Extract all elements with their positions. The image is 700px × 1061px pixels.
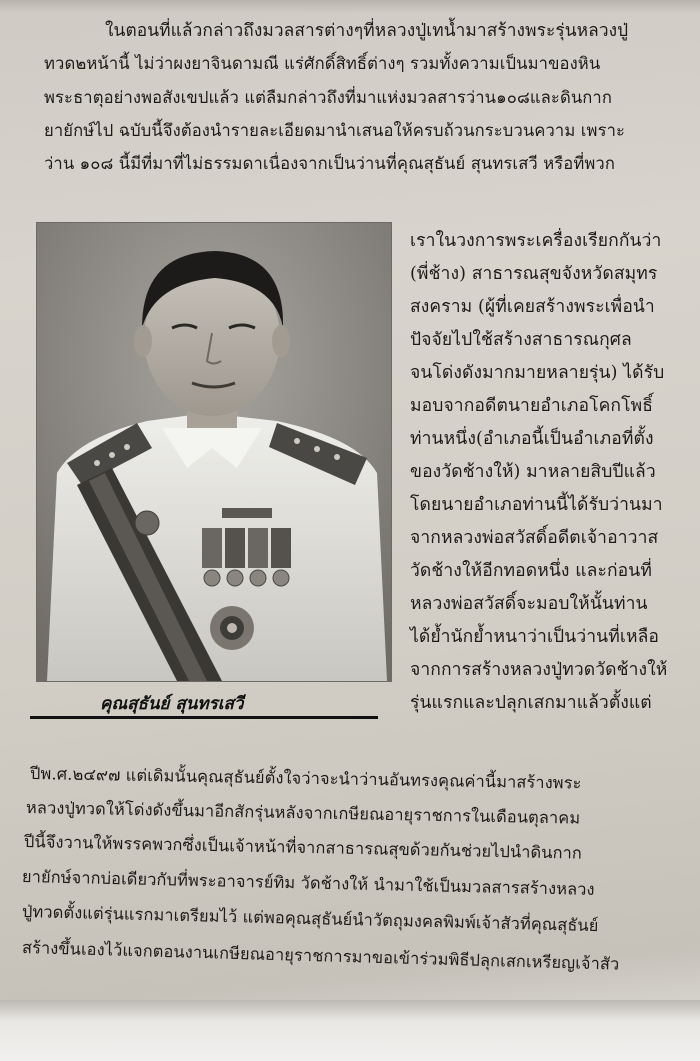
page-bottom-edge [0,1000,700,1061]
text-line: ปีพ.ศ.๒๔๙๗ แต่เดิมนั้นคุณสุธันย์ตั้งใจว่าจะนำว่านอันทรงคุณค่านี้มาสร้างพระ [29,764,582,793]
text-line: ทวด๒หน้านี้ ไม่ว่าผงยาจินดามณี แร่ศักดิ์สิทธิ์ต่างๆ รวมทั้งความเป็นมาของหิน [44,54,601,73]
text-line: รุ่นแรกและปลุกเสกมาแล้วตั้งแต่ [410,693,652,713]
portrait-illustration [37,223,391,681]
text-line: ปีนี้จึงวานให้พรรคพวกซึ่งเป็นเจ้าหน้าที่จากสาธารณสุขด้วยกันช่วยไปนำดินกาก [23,832,583,863]
text-line: สร้างขึ้นเองไว้แจกตอนงานเกษียณอายุราชการมาขอเข้าร่วมพิธีปลุกเสกเหรียญเจ้าสัว [21,938,620,974]
text-line: ปัจจัยไปใช้สร้างสาธารณกุศล [410,330,632,350]
text-line: วัดช้างให้อีกทอดหนึ่ง และก่อนที่ [410,561,652,581]
text-line: ว่าน ๑๐๘ นี้มีที่มาที่ไม่ธรรมดาเนื่องจากเป็นว่านที่คุณสุธันย์ สุนทรเสวี หรือที่พวก [44,154,615,173]
text-line: เราในวงการพระเครื่องเรียกกันว่า [410,231,662,251]
portrait-photo [36,222,392,682]
page-top-edge [0,0,700,12]
text-line: ของวัดช้างให้) มาหลายสิบปีแล้ว [410,462,656,482]
text-line: โดยนายอำเภอท่านนี้ได้รับว่านมา [410,495,663,515]
photo-caption: คุณสุธันย์ สุนทรเสวี [100,694,244,714]
caption-underline [30,716,378,719]
text-line: ยายักษ์ไป ฉบับนี้จึงต้องนำรายละเอียดมานำเสนอให้ครบถ้วนกระบวนความ เพราะ [44,121,626,140]
text-line: ได้ย้ำนักย้ำหนาว่าเป็นว่านที่เหลือ [410,627,660,647]
text-line: หลวงพ่อสวัสดิ์จะมอบให้นั้นท่าน [410,594,648,614]
text-line: จากการสร้างหลวงปู่ทวดวัดช้างให้ [410,660,668,680]
text-line: จนโด่งดังมากมายหลายรุ่น) ได้รับ [410,363,665,383]
text-line: ท่านหนึ่ง(อำเภอนี้เป็นอำเภอที่ตั้ง [410,429,654,449]
text-line: จากหลวงพ่อสวัสดิ์อดีตเจ้าอาวาส [410,528,659,548]
text-line: มอบจากอดีตนายอำเภอโคกโพธิ์ [410,396,653,416]
text-line: ปู่ทวดตั้งแต่รุ่นแรกมาเตรียมไว้ แต่พอคุณสุธันย์นำวัตถุมงคลพิมพ์เจ้าสัวที่คุณสุธันย์ [21,902,599,936]
text-line: หลวงปู่ทวดให้โด่งดังขึ้นมาอีกสักรุ่นหลังจากเกษียณอายุราชการในเดือนตุลาคม [25,798,581,828]
text-line: ยายักษ์จากบ่อเดียวกับที่พระอาจารย์ทิม วัดช้างให้ นำมาใช้เป็นมวลสารสร้างหลวง [21,867,595,899]
text-line: ในตอนที่แล้วกล่าวถึงมวลสารต่างๆที่หลวงปู่เทน้ำมาสร้างพระรุ่นหลวงปู่ [105,21,629,41]
text-line: พระธาตุอย่างพอสังเขปแล้ว แต่ลืมกล่าวถึงที่มาแห่งมวลสารว่าน๑๐๘และดินกาก [44,88,612,107]
text-line: สงคราม (ผู้ที่เคยสร้างพระเพื่อนำ [410,297,655,317]
text-line: (พี่ช้าง) สาธารณสุขจังหวัดสมุทร [410,264,658,284]
